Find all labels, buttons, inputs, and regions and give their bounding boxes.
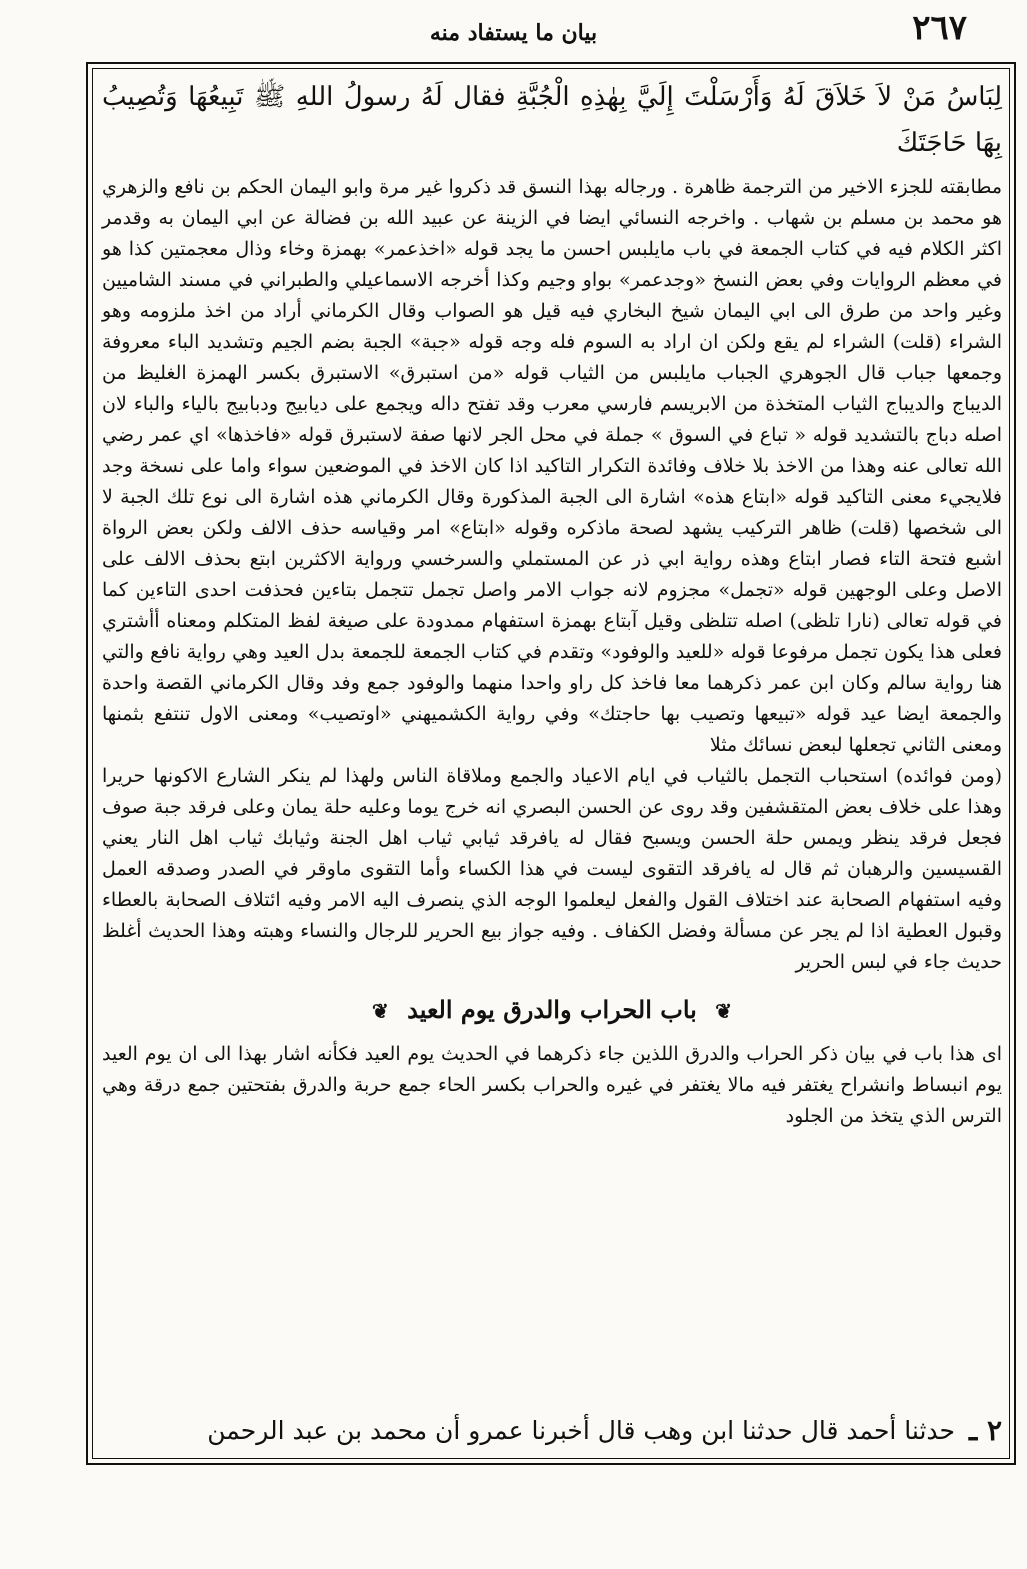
hadith-chain: حدثنا أحمد قال حدثنا ابن وهب قال أخبرنا عمرو أن محمد بن عبد الرحمن xyxy=(207,1416,955,1445)
hadith-text: لِبَاسُ مَنْ لاَ خَلاَقَ لَهُ وَأَرْسَلْتَ إِلَيَّ بِهٰذِهِ الْجُبَّةِ فقال لَهُ رسولُ اللهِ ﷺ تَبِيعُهَا وَتُصِيبُ بِهَا حَاجَتَكَ xyxy=(102,82,1003,158)
running-title: بيان ما يستفاد منه xyxy=(429,20,598,46)
benefits-paragraph: (ومن فوائده) استحباب التجمل بالثياب في ايام الاعياد والجمع وملاقاة الناس ولهذا لم ينكر الشارع الاكونها حريرا وهذا على خلاف بعض المتقشفين وقد روى عن الحسن البصري انه خرج يوما وعليه حلة يمان وعلى فرقد جبة صوف فجعل فرقد ينظر ويمس حلة الحسن ويسبح فقال له يافرقد ثيابي ثياب اهل الجنة وثيابك ثياب اهل النار يعني القسيسين والرهبان ثم قال له يافرقد التقوى ليست في هذا الكساء وأما التقوى ماوقر في الصدر وصدقه العمل وفيه استفهام الصحابة عند اختلاف القول والفعل ليعلموا الوجه الذي ينصرف اليه الامر وفيه ائتلاف الصحابة بالعطاء وقبول العطية اذا لم يجر عن مسألة وفضل الكفاف . وفيه جواز بيع الحرير للرجال والنساء وهبته وهذا الحديث أغلظ حديث جاء في لبس الحرير xyxy=(102,765,1002,973)
chapter-intro: اى هذا باب في بيان ذكر الحراب والدرق اللذين جاء ذكرهما في الحديث يوم العيد فكأنه اشار بهذا الى ان يوم العيد يوم انبساط وانشراح يغتفر فيه مالا يغتفر في غيره والحراب بكسر الحاء جمع حربة والدرق بفتحتين جمع درقة وهي الترس الذي يتخذ من الجلود xyxy=(102,1043,1002,1127)
chapter-title: باب الحراب والدرق يوم العيد xyxy=(407,995,697,1024)
chapter-heading xyxy=(96,992,1008,1029)
page-number: ٢٦٧ xyxy=(912,8,967,48)
page-content xyxy=(96,72,1008,1457)
hadith-number: ٢ ـ xyxy=(969,1414,1002,1447)
commentary-paragraph: مطابقته للجزء الاخير من الترجمة ظاهرة . ورجاله بهذا النسق قد ذكروا غير مرة وابو اليمان الحكم بن نافع والزهري هو محمد بن مسلم بن شهاب . واخرجه النسائي ايضا في الزينة عن عبيد الله بن فضالة عن ابي اليمان به وقدمر اكثر الكلام فيه في كتاب الجمعة في باب مايلبس احسن ما يجد قوله «اخذعمر» بهمزة وخاء وذال معجمتين كذا هو في معظم الروايات وفي بعض النسخ «وجدعمر» بواو وجيم وكذا أخرجه الاسماعيلي والطبراني في مسند الشاميين وغير واحد من طرق الى ابي اليمان شيخ البخاري فيه قيل هو الصواب وقال الكرماني أراد من اخذ ملزومه وهو الشراء (قلت) الشراء لم يقع ولكن ان اراد به السوم فله وجه قوله «جبة» الجبة بضم الجيم وتشديد الباء معروفة وجمعها جباب قال الجوهري الجباب مايلبس من الثياب قوله «من استبرق» الاستبرق بكسر الهمزة الغليظ من الديباج والديباج الثياب المتخذة من الابريسم فارسي معرب وقد تفتح داله ويجمع على ديابيج ودبابيج بالياء والباء لان اصله دباج بالتشديد قوله « تباع في السوق » جملة في محل الجر لانها صفة لاستبرق قوله «فاخذها» اي عمر رضي الله تعالى عنه وهذا من الاخذ بلا خلاف وفائدة التكرار التاكيد اذا كان الاخذ في الموضعين سواء واما على نسخة وجد فلايجيء معنى التاكيد قوله «ابتاع هذه» اشارة الى الجبة المذكورة وقال الكرماني هذه اشارة الى نوع تلك الجبة لا الى شخصها (قلت) ظاهر التركيب يشهد لصحة ماذكره وقوله «ابتاع» امر وقياسه حذف الالف ولكن بعض الرواة اشبع فتحة التاء فصار ابتاع وهذه رواية ابي ذر عن المستملي والسرخسي ورواية الاكثرين ابتع بحذف الالف على الاصل وعلى الوجهين قوله «تجمل» مجزوم لانه جواب الامر واصل تجمل تتجمل بتاءين فحذفت احدى التاءين كما في قوله تعالى (نارا تلظى) اصله تتلظى وقيل آبتاع بهمزة استفهام ممدودة على صيغة لفظ المتكلم ومعناه أأشتري فعلى هذا يكون تجمل مرفوعا قوله «للعيد والوفود» وتقدم في كتاب الجمعة للجمعة بدل العيد وهي رواية نافع والتي هنا رواية سالم وكان ابن عمر ذكرهما معا فاخذ كل راو واحدا منهما والوفود جمع وفد وقال الكرماني القصة واحدة والجمعة ايضا عيد قوله «تبيعها وتصيب بها حاجتك» وفي رواية الكشميهني «اوتصيب» ومعنى الاول تنتفع بثمنها ومعنى الثاني تجعلها لبعض نسائك مثلا xyxy=(102,176,1002,756)
page-header xyxy=(60,8,967,58)
next-hadith xyxy=(102,1411,1002,1451)
commentary xyxy=(102,172,1002,978)
ornament-right-icon: ❦ xyxy=(715,999,732,1023)
ornament-left-icon: ❦ xyxy=(372,999,389,1023)
